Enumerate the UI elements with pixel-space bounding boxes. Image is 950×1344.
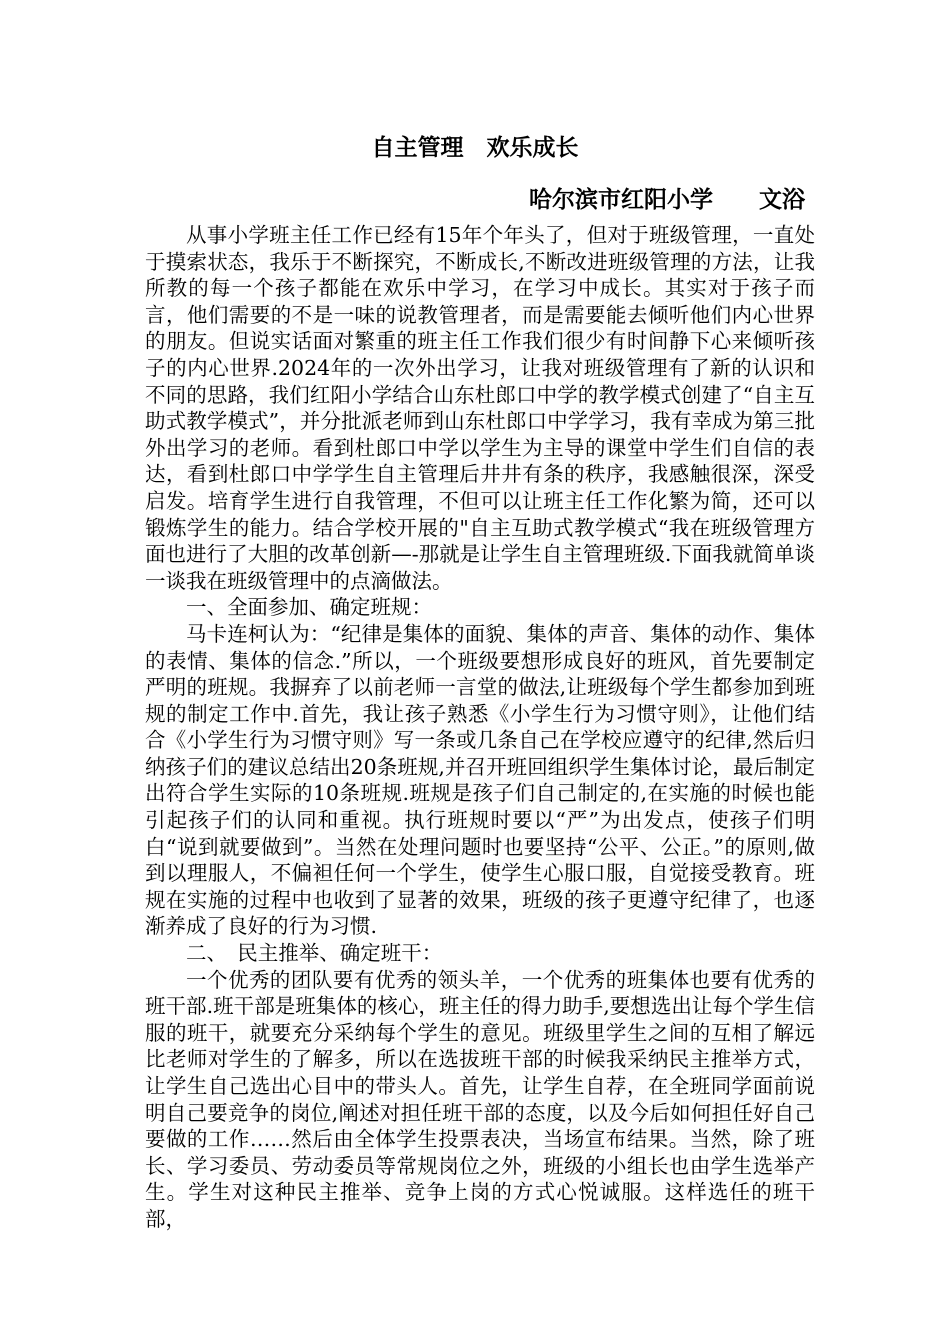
document-body — [145, 222, 815, 1322]
paragraph-intro: 从事小学班主任工作已经有15年个年头了，但对于班级管理，一直处于摸索状态，我乐于不断探究，不断成长,不断改进班级管理的方法，让我所教的每一个孩子都能在欢乐中学习，在学习中成长。其实对于孩子而言，他们需要的不是一味的说教管理者，而是需要能去倾听他们内心世界的朋友。但说实话面对繁重的班主任工作我们很少有时间静下心来倾听孩子的内心世界.2024年的一次外出学习，让我对班级管理有了新的认识和不同的思路，我们红阳小学结合山东杜郎口中学的教学模式创建了“自主互助式教学模式”，并分批派老师到山东杜郎口中学学习，我有幸成为第三批外出学习的老师。看到杜郎口中学以学生为主导的课堂中学生们自信的表达，看到杜郎口中学学生自主管理后井井有条的秩序，我感触很深，深受启发。培育学生进行自我管理，不但可以让班主任工作化繁为简，还可以锻炼学生的能力。结合学校开展的"自主互助式教学模式“我在班级管理方面也进行了大胆的改革创新—-那就是让学生自主管理班级.下面我就简单谈一谈我在班级管理中的点滴做法。 — [145, 223, 815, 593]
section-heading-1: 一、全面参加、确定班规： — [186, 595, 432, 620]
section-heading-2: 二、 民主推举、确定班干： — [186, 941, 443, 966]
paragraph-class-leaders: 一个优秀的团队要有优秀的领头羊，一个优秀的班集体也要有优秀的班干部.班干部是班集体的核心，班主任的得力助手,要想选出让每个学生信服的班干，就要充分采纳每个学生的意见。班级里学生之间的互相了解远比老师对学生的了解多，所以在选拔班干部的时候我采纳民主推举方式，让学生自己选出心目中的带头人。首先，让学生自荐，在全班同学面前说明自己要竞争的岗位,阐述对担任班干部的态度，以及今后如何担任好自己要做的工作……然后由全体学生投票表决，当场宣布结果。当然，除了班长、学习委员、劳动委员等常规岗位之外，班级的小组长也由学生选举产生。学生对这种民主推举、竞争上岗的方式心悦诚服。这样选任的班干部， — [145, 967, 815, 1231]
paragraph-class-rules: 马卡连柯认为：“纪律是集体的面貌、集体的声音、集体的动作、集体的表情、集体的信念.”所以，一个班级要想形成良好的班风，首先要制定严明的班规。我摒弃了以前老师一言堂的做法,让班级每个学生都参加到班规的制定工作中.首先，我让孩子熟悉《小学生行为习惯守则》，让他们结合《小学生行为习惯守则》写一条或几条自己在学校应遵守的纪律,然后归纳孩子们的建议总结出20条班规,并召开班回组织学生集体讨论，最后制定出符合学生实际的10条班规.班规是孩子们自己制定的,在实施的时候也能引起孩子们的认同和重视。执行班规时要以“严”为出发点，使孩子们明白“说到就要做到”。当然在处理问题时也要坚持“公平、公正。”的原则,做到以理服人，不偏袒任何一个学生，使学生心服口服，自觉接受教育。班规在实施的过程中也收到了显著的效果，班级的孩子更遵守纪律了，也逐渐养成了良好的行为习惯. — [145, 621, 815, 939]
document-author: 哈尔滨市红阳小学 文浴 — [529, 187, 805, 213]
document-title: 自主管理 欢乐成长 — [371, 135, 579, 161]
